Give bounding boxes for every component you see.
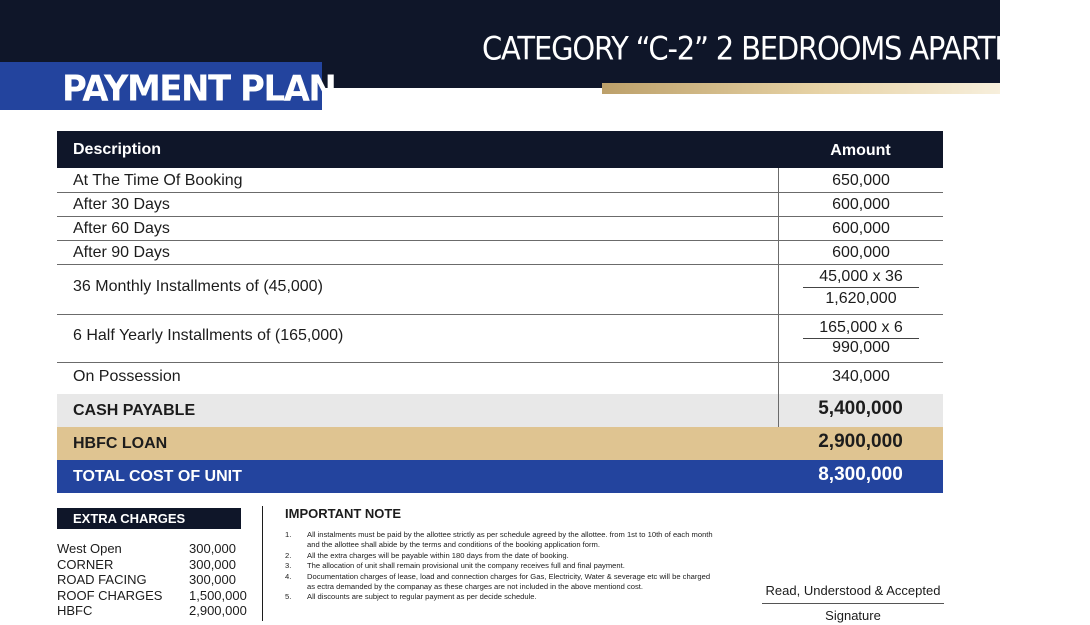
amount-value: 600,000 [832, 244, 890, 261]
row-description: After 30 Days [73, 196, 170, 213]
charge-label: HBFC [57, 603, 93, 619]
section-divider [262, 506, 263, 621]
table-row [57, 363, 943, 394]
total-cost-label: TOTAL COST OF UNIT [73, 468, 242, 485]
row-description: After 60 Days [73, 220, 170, 237]
note-number: 3. [285, 561, 292, 571]
note-number: 1. [285, 530, 292, 539]
hbfc-loan-amount: 2,900,000 [818, 431, 903, 452]
row-description: After 90 Days [73, 244, 170, 261]
charge-value: 1,500,000 [189, 587, 247, 603]
important-note-title: IMPORTANT NOTE [285, 506, 402, 521]
list-item [57, 572, 257, 588]
row-description: At The Time Of Booking [73, 172, 243, 189]
table-row [57, 217, 943, 241]
note-item [285, 530, 720, 551]
charge-label: West Open [57, 541, 122, 556]
charge-label: ROOF CHARGES [57, 587, 163, 603]
amount-value: 990,000 [832, 339, 890, 356]
amount-value: 600,000 [832, 196, 890, 213]
charge-value: 300,000 [189, 556, 236, 572]
amount-calculation: 165,000 x 6 [803, 319, 919, 339]
amount-value: 340,000 [832, 368, 890, 385]
row-description: 36 Monthly Installments of (45,000) [73, 278, 323, 295]
cash-payable-row [57, 394, 943, 427]
signature-label: Signature [825, 608, 881, 623]
column-header-description: Description [73, 141, 162, 158]
note-number: 4. [285, 571, 292, 581]
cash-payable-label: CASH PAYABLE [73, 402, 196, 419]
note-number: 2. [285, 550, 292, 560]
list-item [57, 557, 257, 573]
charge-value: 300,000 [189, 572, 236, 588]
amount-value: 1,620,000 [825, 290, 897, 307]
hbfc-loan-row [57, 427, 943, 460]
row-amount [778, 168, 943, 192]
row-amount [778, 241, 943, 264]
charge-label: CORNER [57, 556, 114, 572]
list-item [57, 588, 257, 604]
list-item [57, 541, 257, 557]
table-row [57, 193, 943, 217]
amount-value: 600,000 [832, 220, 890, 237]
charge-value: 300,000 [189, 541, 236, 556]
note-item [285, 592, 720, 602]
row-amount [778, 315, 943, 362]
total-cost-amount: 8,300,000 [818, 464, 903, 485]
note-item [285, 572, 720, 593]
row-amount [778, 265, 943, 314]
row-amount [778, 217, 943, 240]
table-row [57, 265, 943, 315]
hbfc-loan-label: HBFC LOAN [73, 435, 168, 452]
category-title: CATEGORY “C-2” 2 BEDROOMS APARTMENTS [482, 30, 1090, 68]
table-header [57, 131, 943, 168]
note-item [285, 561, 720, 571]
row-amount [778, 363, 943, 394]
amount-value: 650,000 [832, 172, 890, 189]
row-amount [778, 193, 943, 216]
note-item [285, 551, 720, 561]
acceptance-text: Read, Understood & Accepted [762, 583, 944, 604]
extra-charges-title: EXTRA CHARGES [57, 508, 241, 529]
note-text: All the extra charges will be payable within 180 days from the date of booking. [307, 550, 569, 560]
gold-accent-line [602, 83, 1000, 94]
charge-value: 2,900,000 [189, 603, 247, 619]
note-number: 5. [285, 592, 292, 602]
row-description: On Possession [73, 368, 181, 385]
amount-calculation: 45,000 x 36 [803, 268, 919, 288]
page-title: PAYMENT PLAN [62, 68, 336, 110]
important-note-list [285, 530, 720, 603]
total-cost-row [57, 460, 943, 493]
list-item [57, 603, 257, 619]
cash-payable-amount: 5,400,000 [818, 398, 903, 419]
note-text: All instalments must be paid by the allottee strictly as per schedule agreed by the allottee. from 1st to 10th of each month and the allottee shall abide by the terms and conditions of the booking application form. [307, 530, 713, 550]
extra-charges-list [57, 541, 257, 619]
note-text: Documentation charges of lease, load and connection charges for Gas, Electricity, Water & severage etc will be charged as ectra demanded by the companay as these charges are not included in the above mentiond cost. [307, 571, 711, 592]
payment-table [57, 131, 943, 493]
column-header-amount: Amount [830, 142, 891, 159]
table-row [57, 168, 943, 193]
table-row [57, 315, 943, 363]
row-description: 6 Half Yearly Installments of (165,000) [73, 327, 344, 344]
note-text: The allocation of unit shall remain provisional unit the company receives full and final payment. [307, 561, 625, 571]
charge-label: ROAD FACING [57, 572, 147, 588]
note-text: All discounts are subject to regular payment as per decide schedule. [307, 592, 537, 602]
signature-block [762, 583, 944, 623]
table-row [57, 241, 943, 265]
